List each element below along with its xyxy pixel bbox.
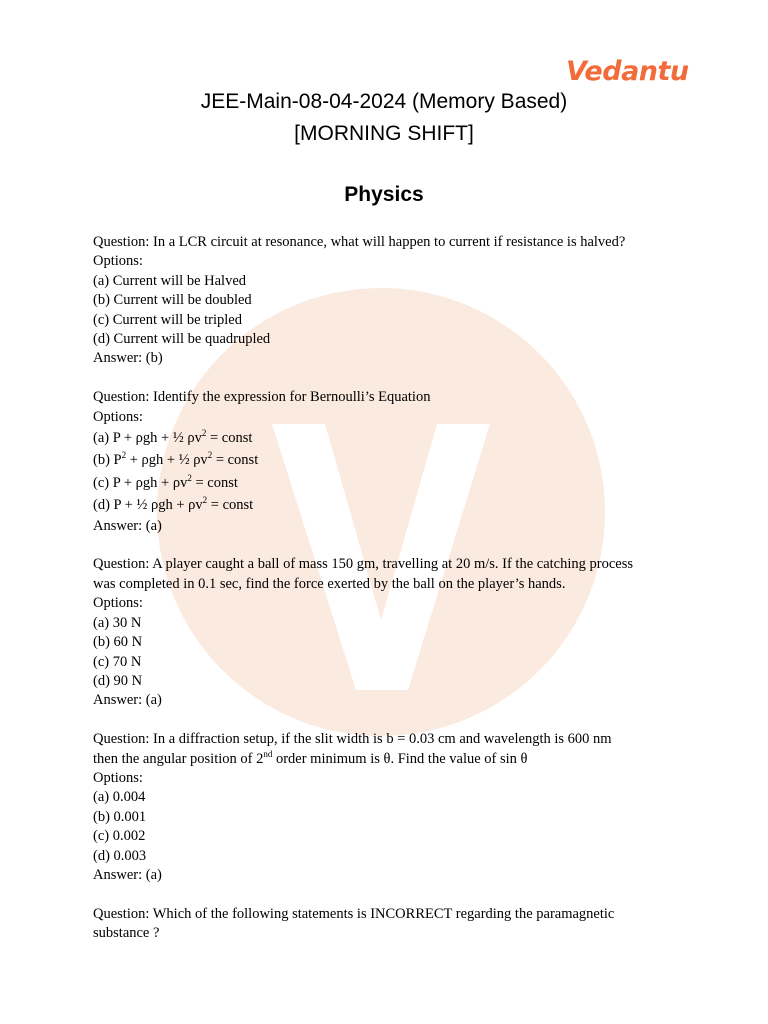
question-block — [93, 905, 683, 944]
option-d: (d) 90 N — [93, 672, 143, 689]
options-label: Options: — [93, 595, 143, 612]
answer: Answer: (a) — [93, 866, 162, 883]
option-c: (c) $P + \rho gh + \rho v^2$ = const — [93, 473, 238, 491]
option-a: (a) 30 N — [93, 614, 142, 631]
options-label: Options: — [93, 253, 143, 270]
option-b: (b) 60 N — [93, 634, 143, 651]
question-text: Question: In a LCR circuit at resonance, what will happen to current if resistance is halved? — [93, 234, 626, 250]
question-text-cont: then the angular position of 2nd order minimum is θ. Find the value of sin θ — [93, 748, 528, 767]
option-c: (c) 70 N — [93, 653, 142, 670]
answer: Answer: (b) — [93, 350, 163, 367]
option-b: (b) Current will be doubled — [93, 292, 252, 309]
option-a: (a) P + ρgh + ½ $\rho v^2$ = const — [93, 428, 253, 447]
question-block — [93, 730, 683, 885]
question-text: Question: Which of the following statements is INCORRECT regarding the paramagnetic — [93, 905, 615, 922]
subject-heading: Physics — [344, 183, 424, 206]
question-list — [93, 233, 683, 963]
question-text-cont: was completed in 0.1 sec, find the force exerted by the ball on the player’s hands. — [93, 575, 566, 592]
option-c: (c) Current will be tripled — [93, 311, 242, 328]
options-label: Options: — [93, 408, 143, 425]
option-a: (a) Current will be Halved — [93, 272, 247, 289]
question-text: Question: In a diffraction setup, if the slit width is b = 0.03 cm and wavelength is 600 nm — [93, 731, 612, 748]
question-block — [93, 555, 683, 710]
answer: Answer: (a) — [93, 517, 162, 534]
question-text-cont: substance ? — [93, 925, 160, 942]
answer: Answer: (a) — [93, 692, 162, 709]
exam-title: JEE-Main-08-04-2024 (Memory Based) — [200, 90, 568, 113]
option-d: (d) P + ½ $\rho gh + \rho v^2$ = const — [93, 495, 254, 514]
option-d: (d) Current will be quadrupled — [93, 331, 271, 348]
option-d: (d) 0.003 — [93, 847, 147, 864]
vedantu-logo: Vedantu — [566, 56, 689, 87]
options-label: Options: — [93, 769, 143, 786]
option-c: (c) 0.002 — [93, 828, 146, 845]
question-block — [93, 233, 683, 369]
question-block — [93, 388, 683, 536]
option-b: (b) 0.001 — [93, 808, 147, 825]
shift-title: [MORNING SHIFT] — [294, 122, 474, 145]
option-b: (b) $P^2 + \rho gh$ + ½ $\rho v^2$ = const — [93, 450, 259, 469]
option-a: (a) 0.004 — [93, 789, 146, 806]
question-text: Question: Identify the expression for Bernoulli’s Equation — [93, 389, 431, 406]
question-text: Question: A player caught a ball of mass 150 gm, travelling at 20 m/s. If the catching process — [93, 556, 633, 573]
